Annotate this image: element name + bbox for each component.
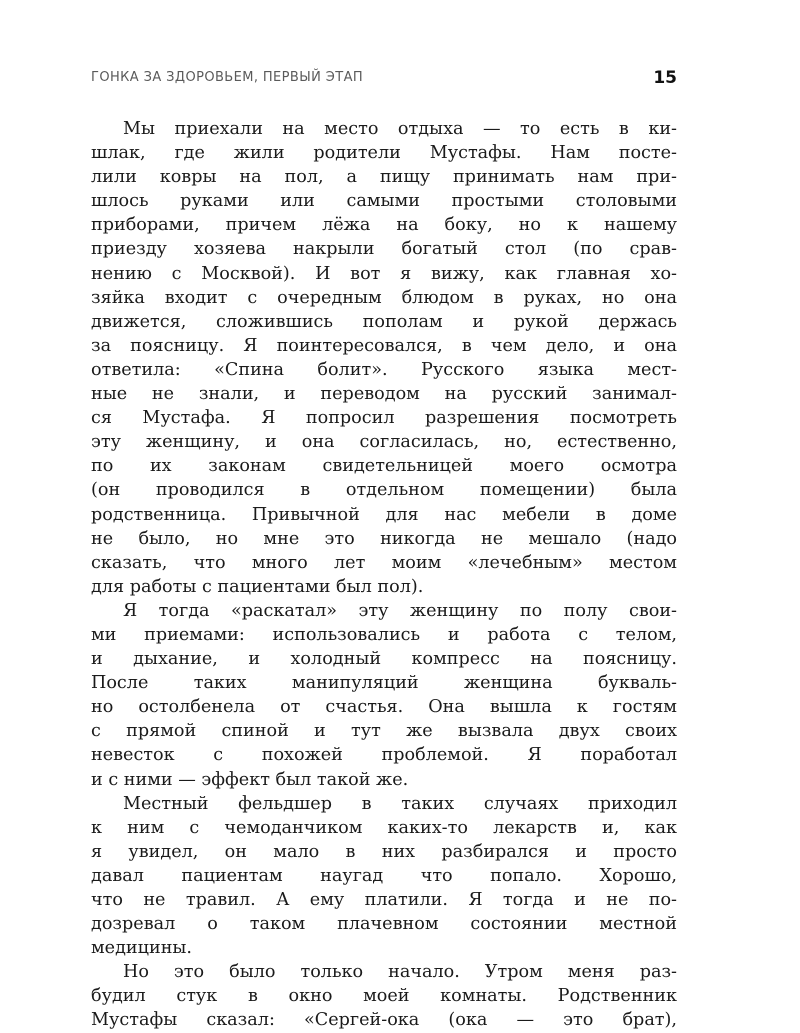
text-line: приезду хозяева накрыли богатый стол (по срав- [91, 239, 677, 260]
text-line: будил стук в окно моей комнаты. Родственник [91, 986, 677, 1007]
paragraph-3 [91, 792, 677, 961]
paragraph-4 [91, 960, 677, 1032]
text-line: После таких манипуляций женщина букваль- [91, 673, 677, 694]
text-line: зяйка входит с очередным блюдом в руках, но она [91, 287, 677, 308]
text-line: за поясницу. Я поинтересовался, в чем дело, и она [91, 335, 677, 356]
text-line: для работы с пациентами был пол). [91, 576, 424, 597]
text-line: ответила: «Спина болит». Русского языка мест- [91, 359, 677, 380]
text-line: родственница. Привычной для нас мебели в доме [91, 504, 677, 525]
text-line: Местный фельдшер в таких случаях приходил [123, 793, 677, 814]
text-line: не было, но мне это никогда не мешало (надо [91, 528, 677, 549]
text-line: шлось руками или самыми простыми столовыми [91, 191, 677, 212]
text-line: Но это было только начало. Утром меня раз- [123, 962, 677, 983]
text-line: ся Мустафа. Я попросил разрешения посмотреть [91, 408, 677, 429]
text-line: сказать, что много лет моим «лечебным» местом [91, 552, 677, 573]
text-line: по их законам свидетельницей моего осмотра [91, 456, 677, 477]
text-line: давал пациентам наугад что попало. Хорошо, [91, 865, 677, 886]
text-line: (он проводился в отдельном помещении) была [91, 480, 677, 501]
text-line: но остолбенела от счастья. Она вышла к гостям [91, 697, 677, 718]
text-line: лили ковры на пол, а пищу принимать нам при- [91, 167, 677, 188]
running-title: ГОНКА ЗА ЗДОРОВЬЕМ, ПЕРВЫЙ ЭТАП [91, 70, 364, 85]
running-header [91, 70, 677, 90]
paragraph-1 [91, 117, 677, 599]
text-line: к ним с чемоданчиком каких-то лекарств и, как [91, 817, 677, 838]
text-line: Мы приехали на место отдыха — то есть в ки- [123, 119, 677, 139]
text-line: я увидел, он мало в них разбирался и просто [91, 841, 677, 862]
text-line: приборами, причем лёжа на боку, но к нашему [91, 215, 677, 236]
body-text [91, 117, 677, 1033]
text-line: эту женщину, и она согласилась, но, естественно, [91, 432, 677, 453]
text-line: ные не знали, и переводом на русский занимал- [91, 384, 677, 405]
text-line: Я тогда «раскатал» эту женщину по полу свои- [123, 600, 677, 621]
text-line: Мустафы сказал: «Сергей-ока (ока — это брат), [91, 1010, 677, 1031]
text-line: шлак, где жили родители Мустафы. Нам посте- [91, 143, 677, 164]
text-line: ми приемами: использовались и работа с телом, [91, 624, 677, 645]
text-line: движется, сложившись пополам и рукой держась [91, 311, 677, 332]
text-line: дозревал о таком плачевном состоянии местной [91, 914, 677, 935]
page-number: 15 [653, 68, 677, 88]
text-line: что не травил. А ему платили. Я тогда и не по- [91, 890, 677, 910]
text-line: и с ними — эффект был такой же. [91, 769, 409, 790]
paragraph-2 [91, 599, 677, 792]
text-line: медицины. [91, 938, 193, 959]
text-line: с прямой спиной и тут же вызвала двух своих [91, 721, 677, 742]
text-line: нению с Москвой). И вот я вижу, как главная хо- [91, 263, 677, 284]
text-line: невесток с похожей проблемой. Я поработал [91, 745, 677, 766]
text-line: и дыхание, и холодный компресс на поясницу. [91, 649, 677, 670]
